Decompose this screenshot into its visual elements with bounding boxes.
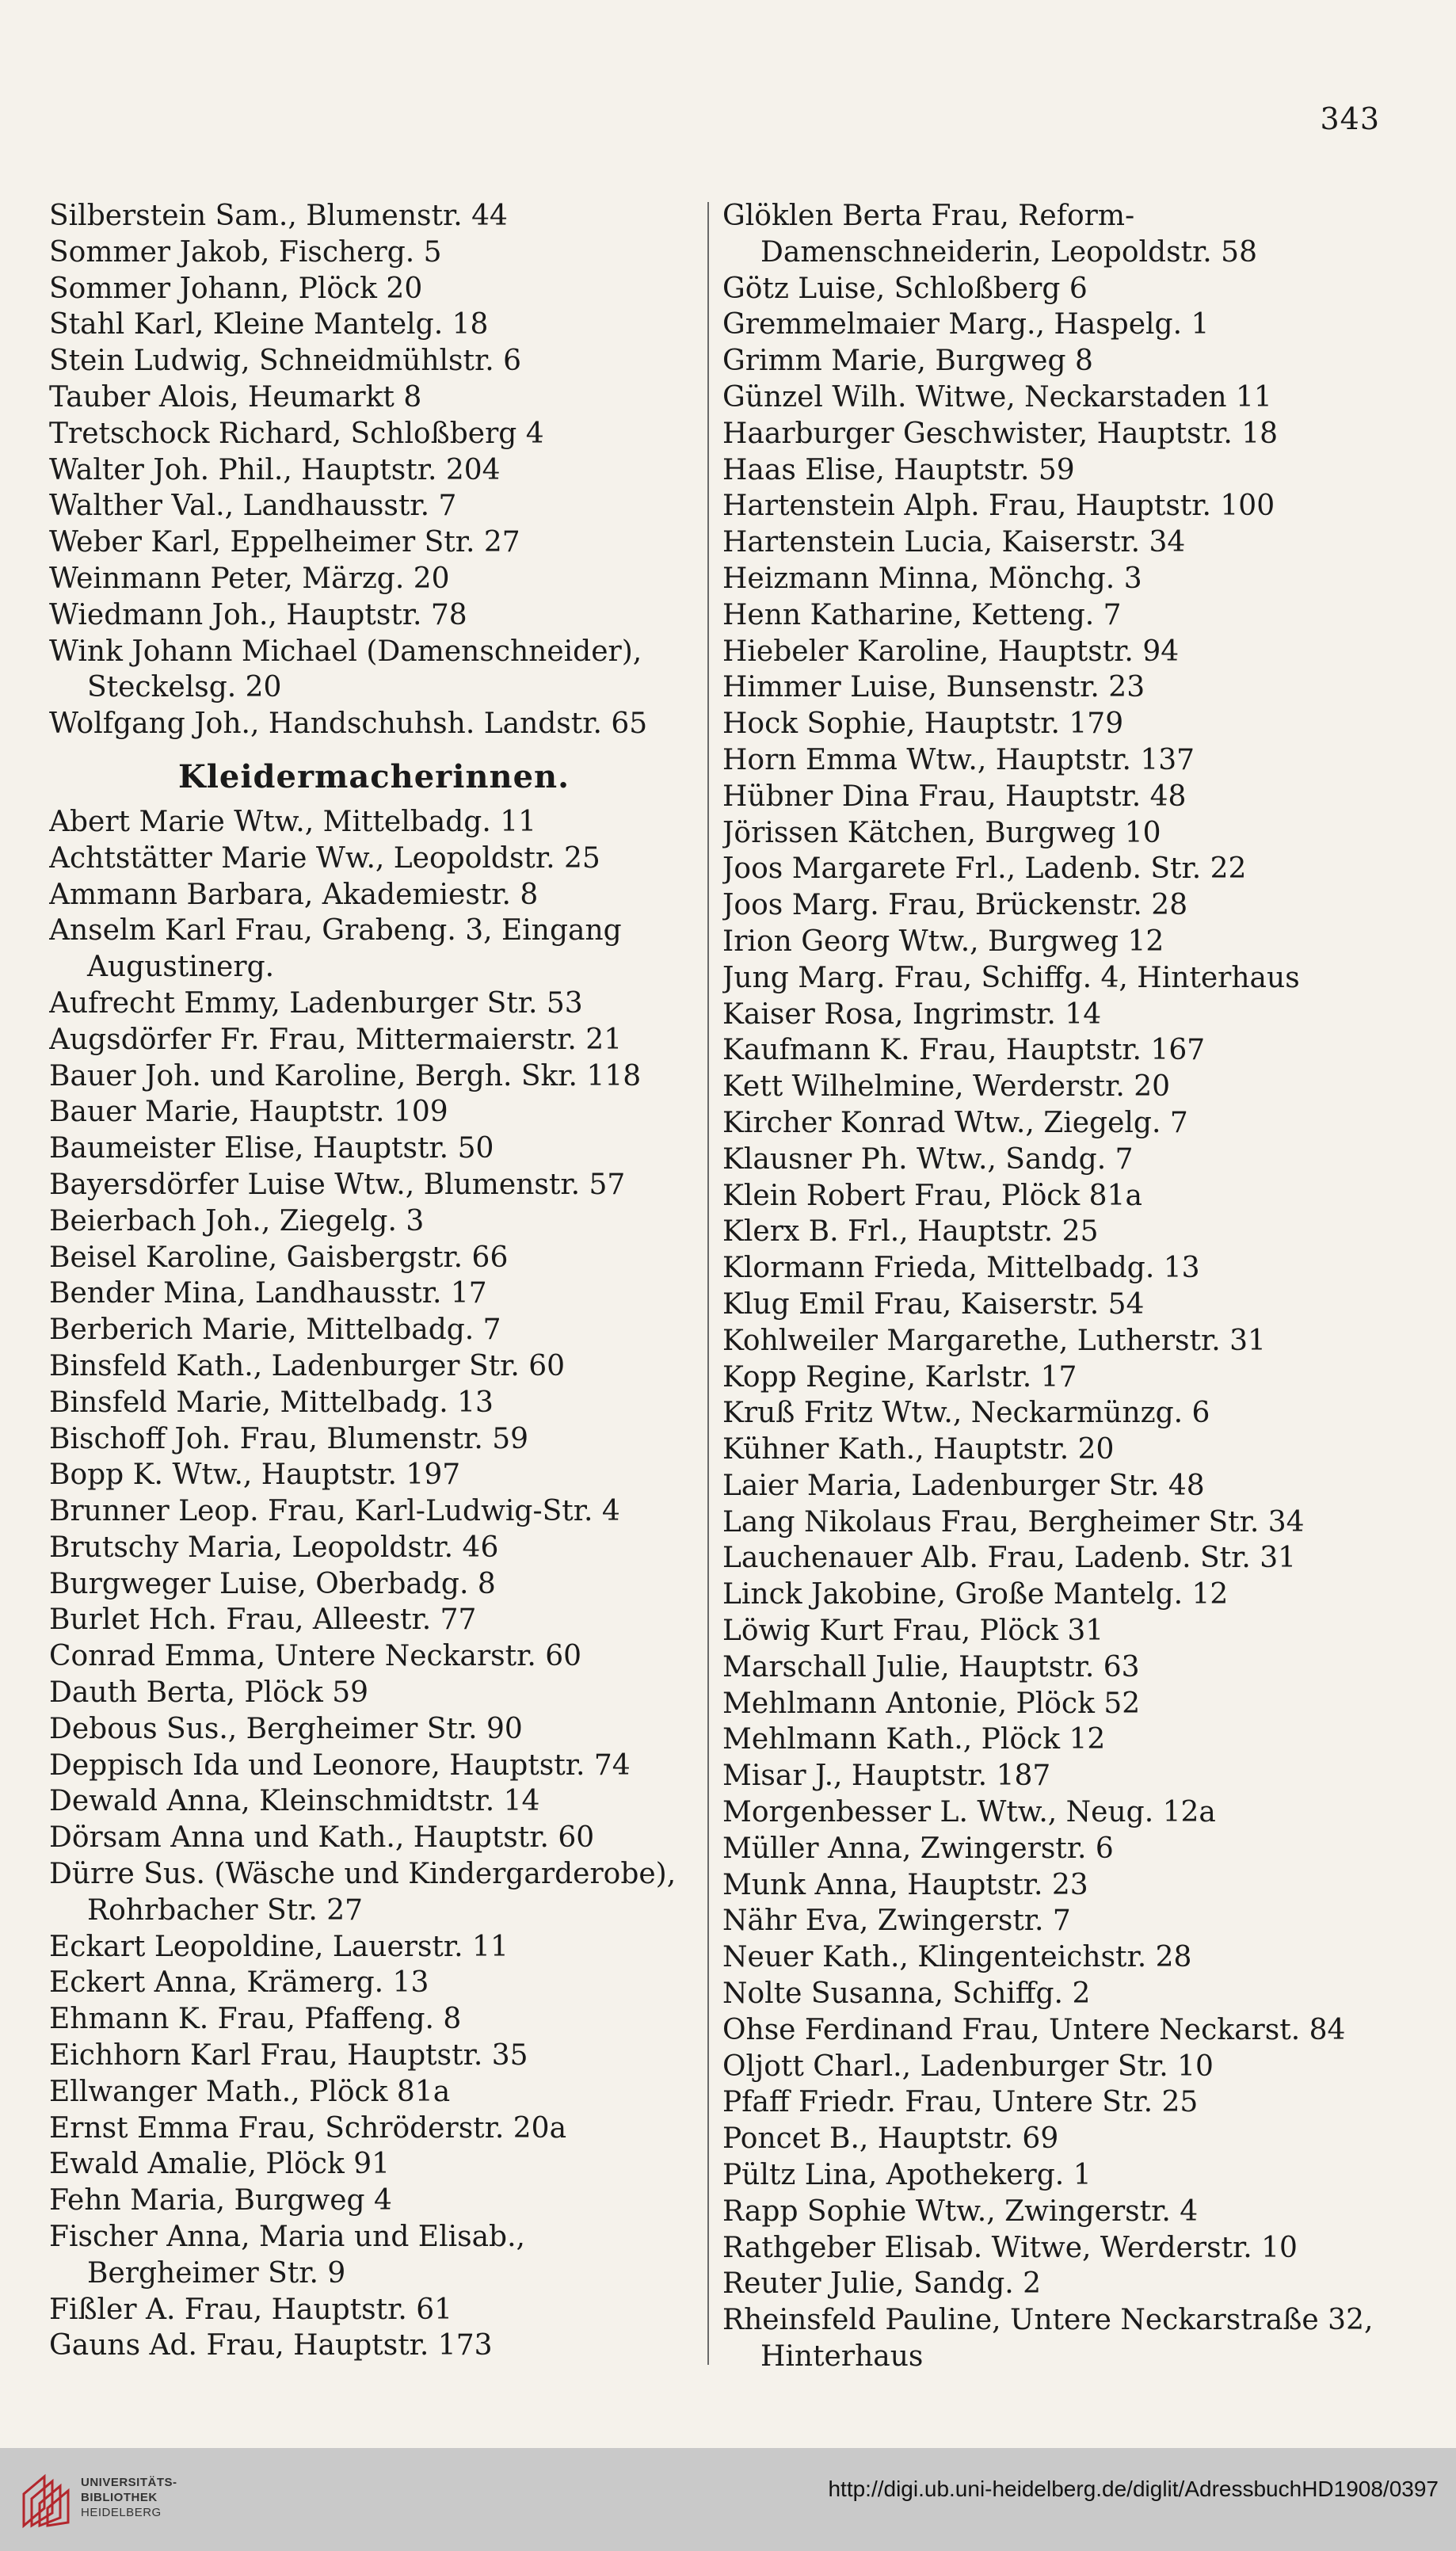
directory-entry: Bayersdörfer Luise Wtw., Blumenstr. 57: [49, 1168, 626, 1201]
directory-entry: Hiebeler Karoline, Hauptstr. 94: [722, 635, 1180, 668]
directory-entry: Joos Margarete Frl., Ladenb. Str. 22: [722, 852, 1247, 886]
directory-entry: Weber Karl, Eppelheimer Str. 27: [49, 526, 520, 559]
directory-entry: Henn Katharine, Ketteng. 7: [722, 598, 1122, 631]
directory-entry: Linck Jakobine, Große Mantelg. 12: [722, 1578, 1229, 1611]
directory-entry: Kohlweiler Margarethe, Lutherstr. 31: [722, 1324, 1266, 1357]
directory-entry: Munk Anna, Hauptstr. 23: [722, 1868, 1088, 1901]
directory-entry: Irion Georg Wtw., Burgweg 12: [722, 925, 1164, 958]
directory-entry: Eckart Leopoldine, Lauerstr. 11: [49, 1930, 509, 1963]
directory-entry: Kaufmann K. Frau, Hauptstr. 167: [722, 1034, 1206, 1067]
page-number: 343: [1320, 101, 1380, 136]
directory-entry: Aufrecht Emmy, Ladenburger Str. 53: [49, 986, 583, 1020]
directory-entry: Jörissen Kätchen, Burgweg 10: [722, 816, 1161, 849]
directory-entry: Sommer Johann, Plöck 20: [49, 272, 423, 305]
footer-bar: [0, 2448, 1456, 2551]
directory-entry: Eckert Anna, Krämerg. 13: [49, 1966, 429, 2000]
directory-entry: Heizmann Minna, Mönchg. 3: [722, 562, 1142, 595]
directory-entry: Achtstätter Marie Ww., Leopoldstr. 25: [49, 841, 600, 875]
directory-entry: Dewald Anna, Kleinschmidtstr. 14: [49, 1785, 540, 1818]
directory-entry: Lang Nikolaus Frau, Bergheimer Str. 34: [722, 1505, 1305, 1539]
directory-entry: Eichhorn Karl Frau, Hauptstr. 35: [49, 2039, 528, 2072]
directory-entry: Anselm Karl Frau, Grabeng. 3, Eingang Augustinerg.: [49, 914, 622, 984]
logo-line-3: HEIDELBERG: [81, 2506, 162, 2519]
directory-entry: Marschall Julie, Hauptstr. 63: [722, 1650, 1140, 1684]
source-url-link[interactable]: http://digi.ub.uni-heidelberg.de/diglit/AdressbuchHD1908/0397: [828, 2477, 1439, 2501]
directory-entry: Augsdörfer Fr. Frau, Mittermaierstr. 21: [49, 1023, 623, 1056]
directory-entry: Hübner Dina Frau, Hauptstr. 48: [722, 780, 1187, 813]
directory-entry: Mehlmann Kath., Plöck 12: [722, 1723, 1106, 1756]
section-heading: Kleidermacherinnen.: [177, 757, 570, 795]
directory-entry: Hock Sophie, Hauptstr. 179: [722, 707, 1124, 741]
logo-line-1: UNIVERSITÄTS-: [81, 2476, 177, 2489]
directory-entry: Bopp K. Wtw., Hauptstr. 197: [49, 1459, 461, 1492]
directory-entry: Müller Anna, Zwingerstr. 6: [722, 1832, 1114, 1865]
directory-entry: Laier Maria, Ladenburger Str. 48: [722, 1469, 1205, 1502]
directory-entry: Fißler A. Frau, Hauptstr. 61: [49, 2293, 453, 2326]
directory-entry: Lauchenauer Alb. Frau, Ladenb. Str. 31: [722, 1542, 1297, 1575]
directory-entry: Kühner Kath., Hauptstr. 20: [722, 1433, 1115, 1466]
directory-entry: Horn Emma Wtw., Hauptstr. 137: [722, 743, 1195, 776]
directory-entry: Pfaff Friedr. Frau, Untere Str. 25: [722, 2086, 1199, 2119]
directory-entry: Kett Wilhelmine, Werderstr. 20: [722, 1070, 1171, 1104]
directory-entry: Walther Val., Landhausstr. 7: [49, 490, 457, 523]
directory-entry: Weinmann Peter, Märzg. 20: [49, 562, 450, 595]
directory-entry: Jung Marg. Frau, Schiffg. 4, Hinterhaus: [722, 961, 1300, 994]
directory-entry: Brunner Leop. Frau, Karl-Ludwig-Str. 4: [49, 1495, 620, 1528]
directory-entry: Ehmann K. Frau, Pfaffeng. 8: [49, 2003, 462, 2036]
directory-entry: Dürre Sus. (Wäsche und Kindergarderobe), Rohrbacher Str. 27: [49, 1858, 677, 1927]
directory-entry: Neuer Kath., Klingenteichstr. 28: [722, 1941, 1192, 1974]
directory-entry: Stein Ludwig, Schneidmühlstr. 6: [49, 345, 522, 378]
directory-entry: Klerx B. Frl., Hauptstr. 25: [722, 1215, 1099, 1249]
directory-entry: Bauer Marie, Hauptstr. 109: [49, 1096, 448, 1129]
library-logo-text: [81, 2475, 177, 2520]
left-column: [49, 198, 699, 2364]
directory-entry: Dörsam Anna und Kath., Hauptstr. 60: [49, 1821, 595, 1855]
directory-entry: Tauber Alois, Heumarkt 8: [49, 380, 422, 414]
entry-list-after-heading: [49, 804, 699, 2364]
directory-entry: Binsfeld Kath., Ladenburger Str. 60: [49, 1349, 566, 1382]
directory-entry: Ernst Emma Frau, Schröderstr. 20a: [49, 2111, 567, 2145]
directory-entry: Ohse Ferdinand Frau, Untere Neckarst. 84: [722, 2013, 1346, 2046]
directory-entry: Debous Sus., Bergheimer Str. 90: [49, 1712, 523, 1745]
directory-entry: Ellwanger Math., Plöck 81a: [49, 2075, 451, 2108]
directory-entry: Bender Mina, Landhausstr. 17: [49, 1277, 487, 1310]
directory-entry: Burgweger Luise, Oberbadg. 8: [49, 1567, 496, 1600]
directory-entry: Klein Robert Frau, Plöck 81a: [722, 1179, 1142, 1212]
directory-entry: Berberich Marie, Mittelbadg. 7: [49, 1314, 501, 1347]
directory-entry: Klug Emil Frau, Kaiserstr. 54: [722, 1287, 1145, 1321]
directory-entry: Himmer Luise, Bunsenstr. 23: [722, 671, 1145, 704]
directory-entry: Bauer Joh. und Karoline, Bergh. Skr. 118: [49, 1059, 642, 1092]
directory-entry: Binsfeld Marie, Mittelbadg. 13: [49, 1386, 494, 1419]
directory-entry: Ewald Amalie, Plöck 91: [49, 2148, 391, 2181]
directory-entry: Beisel Karoline, Gaisbergstr. 66: [49, 1241, 509, 1274]
column-divider: [707, 202, 709, 2365]
right-column: [722, 198, 1404, 2375]
directory-entry: Rheinsfeld Pauline, Untere Neckarstraße 32, Hinterhaus: [722, 2304, 1374, 2374]
directory-entry: Nolte Susanna, Schiffg. 2: [722, 1977, 1091, 2011]
directory-entry: Abert Marie Wtw., Mittelbadg. 11: [49, 805, 537, 838]
directory-entry: Silberstein Sam., Blumenstr. 44: [49, 200, 508, 232]
directory-entry: Hartenstein Lucia, Kaiserstr. 34: [722, 526, 1186, 559]
directory-entry: Gremmelmaier Marg., Haspelg. 1: [722, 308, 1210, 341]
directory-entry: Klormann Frieda, Mittelbadg. 13: [722, 1252, 1200, 1285]
entry-list-right: [722, 198, 1404, 2375]
directory-entry: Günzel Wilh. Witwe, Neckarstaden 11: [722, 380, 1272, 414]
directory-entry: Hartenstein Alph. Frau, Hauptstr. 100: [722, 490, 1275, 523]
directory-entry: Rapp Sophie Wtw., Zwingerstr. 4: [722, 2194, 1199, 2228]
directory-entry: Conrad Emma, Untere Neckarstr. 60: [49, 1640, 582, 1673]
directory-entry: Rathgeber Elisab. Witwe, Werderstr. 10: [722, 2231, 1298, 2264]
directory-entry: Kopp Regine, Karlstr. 17: [722, 1360, 1077, 1394]
directory-entry: Gauns Ad. Frau, Hauptstr. 173: [49, 2329, 493, 2362]
directory-entry: Wink Johann Michael (Damenschneider), Steckelsg. 20: [49, 635, 642, 704]
directory-entry: Klausner Ph. Wtw., Sandg. 7: [722, 1142, 1134, 1176]
directory-entry: Reuter Julie, Sandg. 2: [722, 2267, 1042, 2301]
entry-list-before-heading: [49, 198, 699, 742]
directory-entry: Fischer Anna, Maria und Elisab., Bergheimer Str. 9: [49, 2221, 525, 2290]
directory-entry: Nähr Eva, Zwingerstr. 7: [722, 1905, 1071, 1938]
logo-line-2: BIBLIOTHEK: [81, 2491, 158, 2504]
directory-entry: Brutschy Maria, Leopoldstr. 46: [49, 1531, 499, 1564]
library-logo-icon: [17, 2470, 73, 2530]
directory-entry: Kircher Konrad Wtw., Ziegelg. 7: [722, 1106, 1188, 1139]
directory-entry: Baumeister Elise, Hauptstr. 50: [49, 1132, 494, 1165]
directory-entry: Burlet Hch. Frau, Alleestr. 77: [49, 1603, 477, 1637]
directory-entry: Bischoff Joh. Frau, Blumenstr. 59: [49, 1422, 529, 1455]
directory-entry: Dauth Berta, Plöck 59: [49, 1676, 369, 1710]
directory-entry: Wolfgang Joh., Handschuhsh. Landstr. 65: [49, 707, 648, 741]
directory-entry: Mehlmann Antonie, Plöck 52: [722, 1687, 1141, 1720]
directory-entry: Haas Elise, Hauptstr. 59: [722, 453, 1075, 486]
directory-entry: Kaiser Rosa, Ingrimstr. 14: [722, 997, 1102, 1031]
directory-entry: Fehn Maria, Burgweg 4: [49, 2184, 392, 2217]
directory-entry: Wiedmann Joh., Hauptstr. 78: [49, 598, 467, 631]
directory-entry: Misar J., Hauptstr. 187: [722, 1760, 1051, 1793]
directory-entry: Haarburger Geschwister, Hauptstr. 18: [722, 417, 1279, 450]
directory-entry: Kruß Fritz Wtw., Neckarmünzg. 6: [722, 1397, 1210, 1430]
directory-entry: Sommer Jakob, Fischerg. 5: [49, 235, 442, 269]
directory-entry: Löwig Kurt Frau, Plöck 31: [722, 1615, 1104, 1648]
directory-entry: Pültz Lina, Apothekerg. 1: [722, 2159, 1092, 2192]
directory-entry: Oljott Charl., Ladenburger Str. 10: [722, 2050, 1214, 2083]
directory-entry: Walter Joh. Phil., Hauptstr. 204: [49, 453, 501, 486]
directory-entry: Glöklen Berta Frau, Reform-Damenschneiderin, Leopoldstr. 58: [722, 200, 1257, 269]
directory-entry: Tretschock Richard, Schloßberg 4: [49, 417, 544, 450]
directory-entry: Poncet B., Hauptstr. 69: [722, 2122, 1059, 2156]
directory-entry: Joos Marg. Frau, Brückenstr. 28: [722, 889, 1188, 922]
directory-entry: Deppisch Ida und Leonore, Hauptstr. 74: [49, 1748, 631, 1782]
directory-entry: Götz Luise, Schloßberg 6: [722, 272, 1088, 305]
directory-entry: Stahl Karl, Kleine Mantelg. 18: [49, 308, 489, 341]
directory-entry: Grimm Marie, Burgweg 8: [722, 345, 1093, 378]
directory-entry: Beierbach Joh., Ziegelg. 3: [49, 1204, 425, 1237]
directory-entry: Ammann Barbara, Akademiestr. 8: [49, 878, 539, 911]
directory-entry: Morgenbesser L. Wtw., Neug. 12a: [722, 1796, 1216, 1829]
